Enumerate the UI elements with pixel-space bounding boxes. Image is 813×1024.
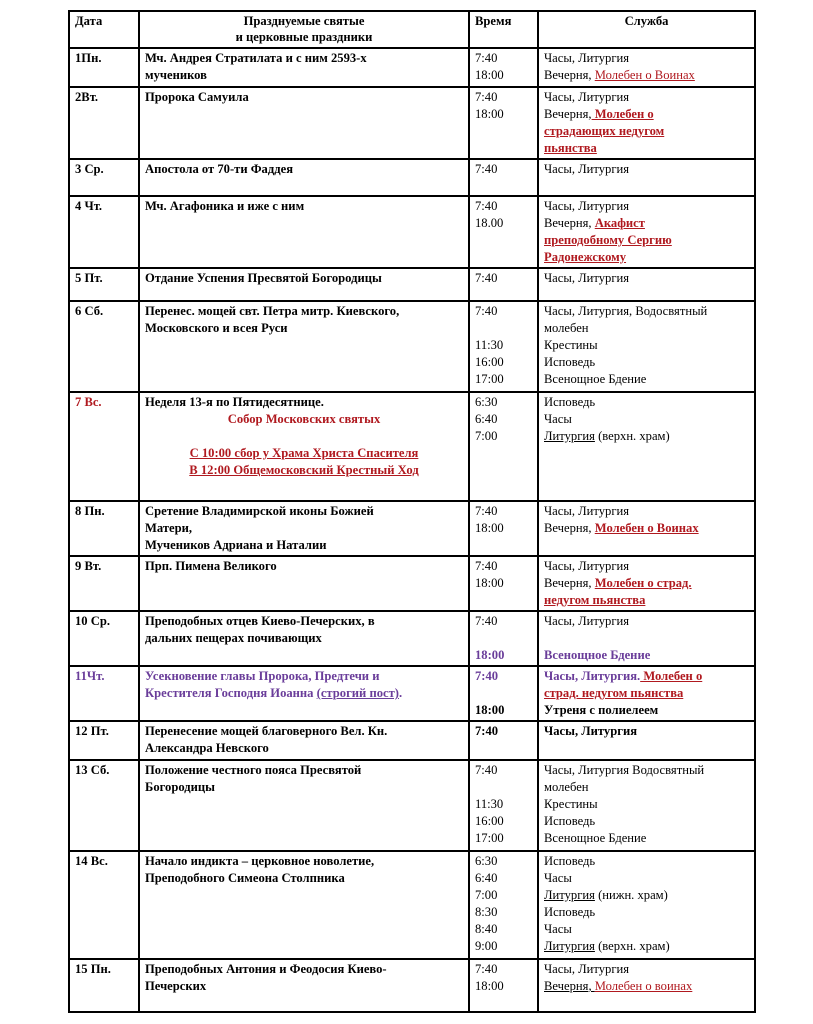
feast-title: Собор Московских святых (227, 412, 381, 426)
service-line (544, 106, 749, 123)
saints-line: Мч. Андрея Стратилата и с ним 2593-х (145, 51, 367, 65)
saints-cell (139, 959, 469, 1012)
date-cell: 1Пн. (69, 48, 139, 87)
schedule-table (68, 10, 756, 1013)
saints-line: Преподобного Симеона Столпника (145, 871, 345, 885)
saints-cell (139, 851, 469, 959)
time-line: 7:00 (475, 888, 498, 902)
service-line: Исповедь (544, 905, 596, 919)
time-cell (469, 556, 538, 611)
saints-line: мучеников (145, 68, 207, 82)
service-line (544, 575, 749, 592)
table-row (69, 196, 755, 268)
date-cell: 12 Пт. (69, 721, 139, 760)
saints-cell (139, 501, 469, 556)
saints-cell (139, 760, 469, 851)
saints-line: Начало индикта – церковное новолетие, (145, 854, 375, 868)
service-line (544, 978, 749, 995)
service-line (544, 67, 749, 84)
service-line: Крестины (544, 797, 598, 811)
date-cell: 6 Сб. (69, 301, 139, 392)
time-line: 7:40 (475, 763, 498, 777)
service-spacer (544, 630, 749, 647)
vespers-link: Вечерня (544, 979, 589, 993)
saints-line: Мч. Агафоника и иже с ним (145, 199, 305, 213)
time-line: 6:40 (475, 412, 498, 426)
service-line: Исповедь (544, 854, 596, 868)
service-line (544, 938, 749, 955)
service-line (544, 520, 749, 537)
table-row (69, 268, 755, 301)
service-line: Часы, Литургия, Водосвятный (544, 304, 708, 318)
saints-line: Перенесение мощей благоверного Вел. Кн. (145, 724, 388, 738)
header-saints-line-2: и церковные праздники (235, 30, 373, 44)
service-line: пьянства (544, 141, 597, 155)
service-line: Часы (544, 871, 572, 885)
saints-text: . (398, 686, 403, 700)
saints-line: Сретение Владимирской иконы Божией (145, 504, 374, 518)
time-cell (469, 392, 538, 501)
molieben-link: Молебен о воинах (594, 979, 693, 993)
time-line: 7:40 (475, 90, 498, 104)
time-line: 8:30 (475, 905, 498, 919)
time-line: 7:40 (475, 559, 498, 573)
table-row (69, 760, 755, 851)
service-line (544, 887, 749, 904)
service-line (544, 215, 749, 232)
saints-line: Матери, (145, 521, 193, 535)
time-line: 11:30 (475, 797, 504, 811)
time-line: 18:00 (475, 521, 504, 535)
saints-line: Усекновение главы Пророка, Предтечи и (145, 669, 380, 683)
time-line: 9:00 (475, 939, 498, 953)
saints-line: Пророка Самуила (145, 90, 249, 104)
time-line: 7:40 (475, 614, 498, 628)
time-line: 18:00 (475, 648, 505, 662)
service-line: недугом пьянства (544, 593, 646, 607)
service-line: Исповедь (544, 395, 596, 409)
header-service: Служба (538, 11, 755, 48)
saints-line: Перенес. мощей свт. Петра митр. Киевского, (145, 304, 400, 318)
service-line: Часы, Литургия (544, 724, 638, 738)
date-cell: 14 Вс. (69, 851, 139, 959)
service-line: Часы, Литургия (544, 962, 630, 976)
service-text: Часы, Литургия. (544, 669, 641, 683)
service-cell (538, 556, 755, 611)
service-line: Всенощное Бдение (544, 372, 647, 386)
time-line: 7:40 (475, 669, 499, 683)
service-cell (538, 721, 755, 760)
time-line: 17:00 (475, 372, 504, 386)
date-cell: 4 Чт. (69, 196, 139, 268)
table-row (69, 666, 755, 721)
service-cell (538, 159, 755, 196)
time-line: 7:40 (475, 271, 498, 285)
time-cell (469, 666, 538, 721)
announcement-line: В 12:00 Общемосковский Крестный Ход (189, 463, 419, 477)
service-line: Часы, Литургия (544, 199, 630, 213)
service-cell (538, 392, 755, 501)
date-cell: 3 Ср. (69, 159, 139, 196)
time-line: 18:00 (475, 68, 504, 82)
service-cell (538, 851, 755, 959)
time-line: 18:00 (475, 107, 504, 121)
time-line: 7:40 (475, 724, 499, 738)
saints-line (145, 685, 463, 702)
saints-cell (139, 48, 469, 87)
service-text: , (588, 979, 595, 993)
saints-line: Преподобных отцев Киево-Печерских, в (145, 614, 375, 628)
molieben-link: Молебен о (640, 669, 703, 683)
time-cell (469, 301, 538, 392)
date-cell: 2Вт. (69, 87, 139, 159)
table-row (69, 851, 755, 959)
table-row (69, 611, 755, 666)
announcement-line: С 10:00 сбор у Храма Христа Спасителя (189, 446, 419, 460)
service-cell (538, 196, 755, 268)
service-cell (538, 501, 755, 556)
time-line: 7:40 (475, 304, 498, 318)
table-row (69, 501, 755, 556)
liturgy-link: Литургия (544, 939, 595, 953)
saints-cell (139, 301, 469, 392)
service-text: Вечерня, (544, 107, 592, 121)
service-line: Часы, Литургия (544, 559, 630, 573)
service-line: Всенощное Бдение (544, 648, 651, 662)
saints-cell (139, 196, 469, 268)
time-line: 16:00 (475, 355, 504, 369)
header-saints-line-1: Празднуемые святые (243, 14, 365, 28)
saints-cell (139, 611, 469, 666)
table-row (69, 159, 755, 196)
saints-spacer (145, 428, 463, 445)
service-line: Часы, Литургия (544, 90, 630, 104)
time-spacer (475, 685, 532, 702)
time-line: 18:00 (475, 979, 504, 993)
date-cell: 9 Вт. (69, 556, 139, 611)
service-line: Часы, Литургия (544, 614, 630, 628)
service-line: Всенощное Бдение (544, 831, 647, 845)
service-line (544, 668, 749, 685)
fast-link: (строгий пост) (316, 686, 399, 700)
saints-cell (139, 666, 469, 721)
header-time: Время (469, 11, 538, 48)
service-line: молебен (544, 780, 589, 794)
header-date: Дата (69, 11, 139, 48)
table-row (69, 301, 755, 392)
time-line: 6:30 (475, 395, 498, 409)
time-cell (469, 268, 538, 301)
time-line: 7:40 (475, 51, 498, 65)
service-line: Часы, Литургия (544, 271, 630, 285)
time-cell (469, 721, 538, 760)
table-row (69, 721, 755, 760)
saints-cell (139, 159, 469, 196)
service-line: Часы, Литургия Водосвятный (544, 763, 705, 777)
saints-line: Отдание Успения Пресвятой Богородицы (145, 271, 382, 285)
time-line: 6:30 (475, 854, 498, 868)
saints-cell (139, 392, 469, 501)
saints-line: Печерских (145, 979, 207, 993)
time-line: 7:00 (475, 429, 498, 443)
saints-line: Преподобных Антония и Феодосия Киево- (145, 962, 387, 976)
service-text: Вечерня, (544, 216, 595, 230)
service-text: (верхн. храм) (594, 939, 670, 953)
service-cell (538, 959, 755, 1012)
time-cell (469, 87, 538, 159)
time-cell (469, 501, 538, 556)
service-line: молебен (544, 321, 589, 335)
molieben-link: Молебен о страд. (594, 576, 692, 590)
time-line: 18:00 (475, 576, 504, 590)
molieben-link: Молебен о (591, 107, 654, 121)
molieben-link: Молебен о Воинах (594, 68, 695, 82)
saints-text: Крестителя Господня Иоанна (145, 686, 317, 700)
saints-line: Александра Невского (145, 741, 269, 755)
service-text: (верхн. храм) (594, 429, 670, 443)
liturgy-link: Литургия (544, 888, 595, 902)
date-cell: 8 Пн. (69, 501, 139, 556)
service-cell (538, 87, 755, 159)
service-text: (нижн. храм) (594, 888, 668, 902)
saints-line: Богородицы (145, 780, 215, 794)
date-cell: 13 Сб. (69, 760, 139, 851)
service-line (544, 428, 749, 445)
service-line: Часы, Литургия (544, 162, 630, 176)
table-row (69, 48, 755, 87)
service-line: Исповедь (544, 814, 596, 828)
service-cell (538, 611, 755, 666)
time-line: 7:40 (475, 504, 498, 518)
time-line: 17:00 (475, 831, 504, 845)
time-spacer (475, 630, 532, 647)
time-line: 11:30 (475, 338, 504, 352)
saints-cell (139, 268, 469, 301)
date-cell: 7 Вс. (69, 392, 139, 501)
service-line: страд. недугом пьянства (544, 686, 684, 700)
time-line: 18:00 (475, 703, 505, 717)
saints-line: Положение честного пояса Пресвятой (145, 763, 362, 777)
service-line: Радонежскому (544, 250, 627, 264)
service-text: Вечерня, (544, 521, 595, 535)
time-cell (469, 851, 538, 959)
akafist-link: Акафист (594, 216, 645, 230)
time-cell (469, 611, 538, 666)
time-spacer (475, 320, 532, 337)
time-cell (469, 159, 538, 196)
time-line: 8:40 (475, 922, 498, 936)
date-cell: 10 Ср. (69, 611, 139, 666)
saints-cell (139, 721, 469, 760)
service-cell (538, 301, 755, 392)
service-line: Часы (544, 412, 572, 426)
table-row (69, 392, 755, 501)
saints-line: Московского и всея Руси (145, 321, 288, 335)
table-row (69, 87, 755, 159)
time-line: 16:00 (475, 814, 504, 828)
header-row (69, 11, 755, 48)
service-line: страдающих недугом (544, 124, 665, 138)
liturgy-link: Литургия (544, 429, 595, 443)
service-line: Исповедь (544, 355, 596, 369)
time-cell (469, 48, 538, 87)
saints-cell (139, 556, 469, 611)
service-text: Вечерня, (544, 68, 595, 82)
saints-line: Неделя 13-я по Пятидесятнице. (145, 395, 324, 409)
table-row (69, 556, 755, 611)
time-cell (469, 196, 538, 268)
saints-cell (139, 87, 469, 159)
saints-line: Мучеников Адриана и Наталии (145, 538, 327, 552)
saints-line: Апостола от 70-ти Фаддея (145, 162, 294, 176)
service-line: Утреня с полиелеем (544, 703, 659, 717)
service-text: Вечерня, (544, 576, 595, 590)
service-line: Часы, Литургия (544, 504, 630, 518)
date-cell: 11Чт. (69, 666, 139, 721)
time-line: 18.00 (475, 216, 504, 230)
service-line: Крестины (544, 338, 598, 352)
date-cell: 5 Пт. (69, 268, 139, 301)
time-line: 7:40 (475, 962, 498, 976)
time-cell (469, 760, 538, 851)
time-line: 6:40 (475, 871, 498, 885)
saints-line: дальних пещерах почивающих (145, 631, 322, 645)
table-row (69, 959, 755, 1012)
saints-line: Прп. Пимена Великого (145, 559, 277, 573)
molieben-link: Молебен о Воинах (594, 521, 699, 535)
header-saints (139, 11, 469, 48)
time-line: 7:40 (475, 199, 498, 213)
service-line: преподобному Сергию (544, 233, 672, 247)
time-line: 7:40 (475, 162, 498, 176)
time-cell (469, 959, 538, 1012)
date-cell: 15 Пн. (69, 959, 139, 1012)
service-cell (538, 48, 755, 87)
service-line: Часы (544, 922, 572, 936)
service-cell (538, 268, 755, 301)
service-line: Часы, Литургия (544, 51, 630, 65)
service-cell (538, 760, 755, 851)
service-cell (538, 666, 755, 721)
time-spacer (475, 779, 532, 796)
